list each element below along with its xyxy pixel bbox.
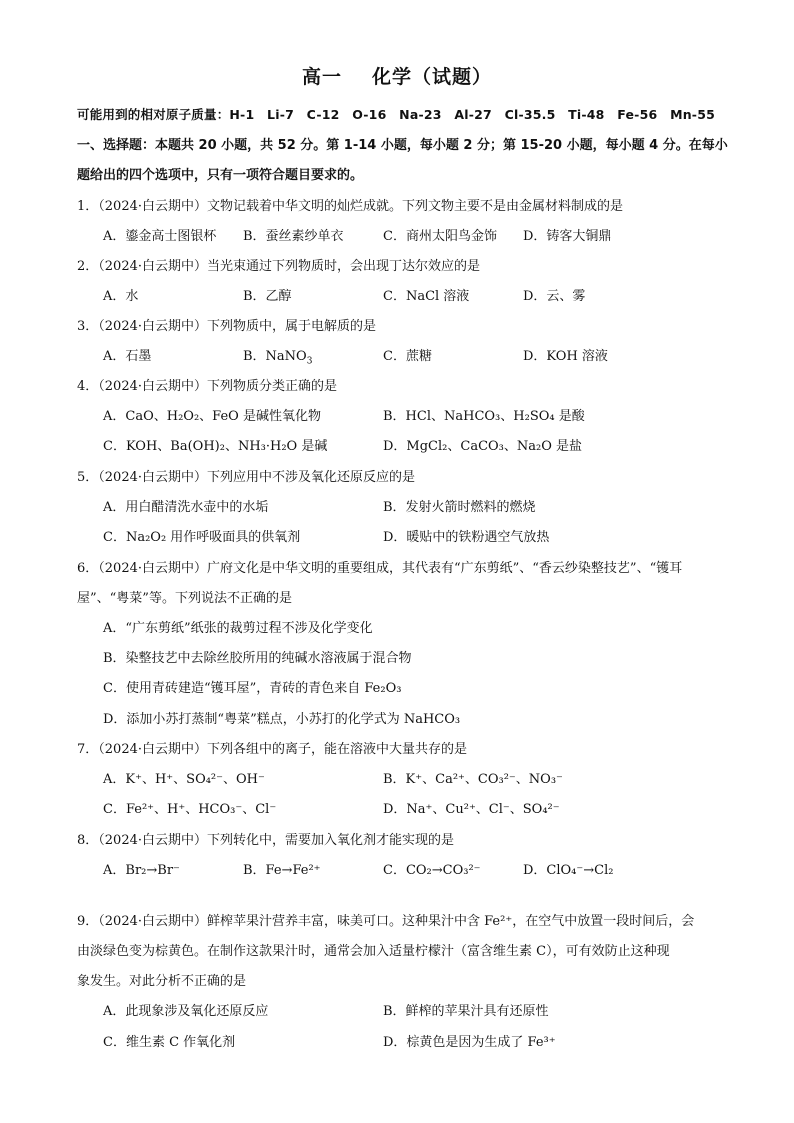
question-6-option-d[interactable]: D．添加小苏打蒸制“粤菜”糕点，小苏打的化学式为 NaHCO₃ [103,712,461,727]
question-5-option-a[interactable]: A．用白醋清洗水壶中的水垢 [103,500,269,515]
question-7-stem: 7．（2024·白云期中）下列各组中的离子，能在溶液中大量共存的是 [77,742,467,757]
page-title [0,62,794,89]
question-3-option-b[interactable] [243,348,312,366]
question-2-option-c[interactable]: C．NaCl 溶液 [383,289,470,304]
question-1-option-a[interactable]: A．鎏金高士图银杯 [103,229,217,244]
question-9-option-b[interactable]: B．鲜榨的苹果汁具有还原性 [383,1004,549,1019]
question-4-option-b[interactable]: B．HCl、NaHCO₃、H₂SO₄ 是酸 [383,409,585,424]
question-6-stem-line2: 屋”、“粤菜”等。下列说法不正确的是 [77,591,292,606]
question-3-option-a[interactable]: A．石墨 [103,349,152,364]
question-5-option-d[interactable]: D．暖贴中的铁粉遇空气放热 [383,530,550,545]
question-5-option-b[interactable]: B．发射火箭时燃料的燃烧 [383,500,536,515]
section-heading-line2: 题给出的四个选项中，只有一项符合题目要求的。 [77,168,364,183]
question-2-option-d[interactable]: D．云、雾 [523,289,586,304]
title-subject: 化学（试题） [372,66,493,88]
question-7-option-a[interactable]: A．K⁺、H⁺、SO₄²⁻、OH⁻ [103,772,265,787]
question-2-option-b[interactable]: B．乙醇 [243,289,292,304]
question-6-option-c[interactable]: C．使用青砖建造“镬耳屋”，青砖的青色来自 Fe₂O₃ [103,681,402,696]
question-8-stem: 8．（2024·白云期中）下列转化中，需要加入氧化剂才能实现的是 [77,833,454,848]
question-4-option-a[interactable]: A．CaO、H₂O₂、FeO 是碱性氧化物 [103,409,321,424]
question-4-option-c[interactable]: C．KOH、Ba(OH)₂、NH₃·H₂O 是碱 [103,439,328,454]
question-1-option-b[interactable]: B．蚕丝素纱单衣 [243,229,344,244]
question-8-option-c[interactable]: C．CO₂→CO₃²⁻ [383,863,481,878]
question-6-option-a[interactable]: A．“广东剪纸”纸张的裁剪过程不涉及化学变化 [103,621,373,636]
question-3-option-b-text: B．NaNO [243,349,307,364]
question-2-stem: 2．（2024·白云期中）当光束通过下列物质时，会出现丁达尔效应的是 [77,259,480,274]
question-2-option-a[interactable]: A．水 [103,289,139,304]
title-grade: 高一 [301,66,342,88]
question-5-stem: 5．（2024·白云期中）下列应用中不涉及氧化还原反应的是 [77,470,415,485]
question-9-stem-line1: 9．（2024·白云期中）鲜榨苹果汁营养丰富，味美可口。这种果汁中含 Fe²⁺，在空气中放置一段时间后，会 [77,914,695,929]
question-8-option-a[interactable]: A．Br₂→Br⁻ [103,863,180,878]
question-9-option-c[interactable]: C．维生素 C 作氧化剂 [103,1035,236,1050]
question-6-stem-line1: 6．（2024·白云期中）广府文化是中华文明的重要组成，其代表有“广东剪纸”、“香云纱染整技艺”、“镬耳 [77,561,683,576]
question-8-option-d[interactable]: D．ClO₄⁻→Cl₂ [523,863,614,878]
section-heading-line1: 一、选择题：本题共 20 小题，共 52 分。第 1-14 小题，每小题 2 分；第 15-20 小题，每小题 4 分。在每小 [77,138,728,153]
question-3-stem: 3．（2024·白云期中）下列物质中，属于电解质的是 [77,319,376,334]
atomic-mass-line: 可能用到的相对原子质量：H-1 Li-7 C-12 O-16 Na-23 Al-27 Cl-35.5 Ti-48 Fe-56 Mn-55 [77,107,715,122]
question-9-stem-line3: 象发生。对此分析不正确的是 [77,974,247,989]
question-1-option-d[interactable]: D．铸客大铜鼎 [523,229,612,244]
question-3-option-d[interactable]: D．KOH 溶液 [523,349,608,364]
question-6-option-b[interactable]: B．染整技艺中去除丝胶所用的纯碱水溶液属于混合物 [103,651,412,666]
question-9-option-a[interactable]: A．此现象涉及氧化还原反应 [103,1004,269,1019]
question-1-stem: 1．（2024·白云期中）文物记载着中华文明的灿烂成就。下列文物主要不是由金属材料制成的是 [77,199,623,214]
question-5-option-c[interactable]: C．Na₂O₂ 用作呼吸面具的供氧剂 [103,530,301,545]
question-8-option-b[interactable]: B．Fe→Fe²⁺ [243,863,321,878]
question-3-option-b-subscript: 3 [306,356,313,367]
question-7-option-d[interactable]: D．Na⁺、Cu²⁺、Cl⁻、SO₄²⁻ [383,802,560,817]
question-9-option-d[interactable]: D．棕黄色是因为生成了 Fe³⁺ [383,1035,556,1050]
question-3-option-c[interactable]: C．蔗糖 [383,349,432,364]
question-7-option-c[interactable]: C．Fe²⁺、H⁺、HCO₃⁻、Cl⁻ [103,802,277,817]
question-1-option-c[interactable]: C．商州太阳鸟金饰 [383,229,497,244]
question-7-option-b[interactable]: B．K⁺、Ca²⁺、CO₃²⁻、NO₃⁻ [383,772,563,787]
question-9-stem-line2: 由淡绿色变为棕黄色。在制作这款果汁时，通常会加入适量柠檬汁（富含维生素 C），可有效防止这种现 [77,944,670,959]
question-4-stem: 4．（2024·白云期中）下列物质分类正确的是 [77,379,337,394]
question-4-option-d[interactable]: D．MgCl₂、CaCO₃、Na₂O 是盐 [383,439,583,454]
